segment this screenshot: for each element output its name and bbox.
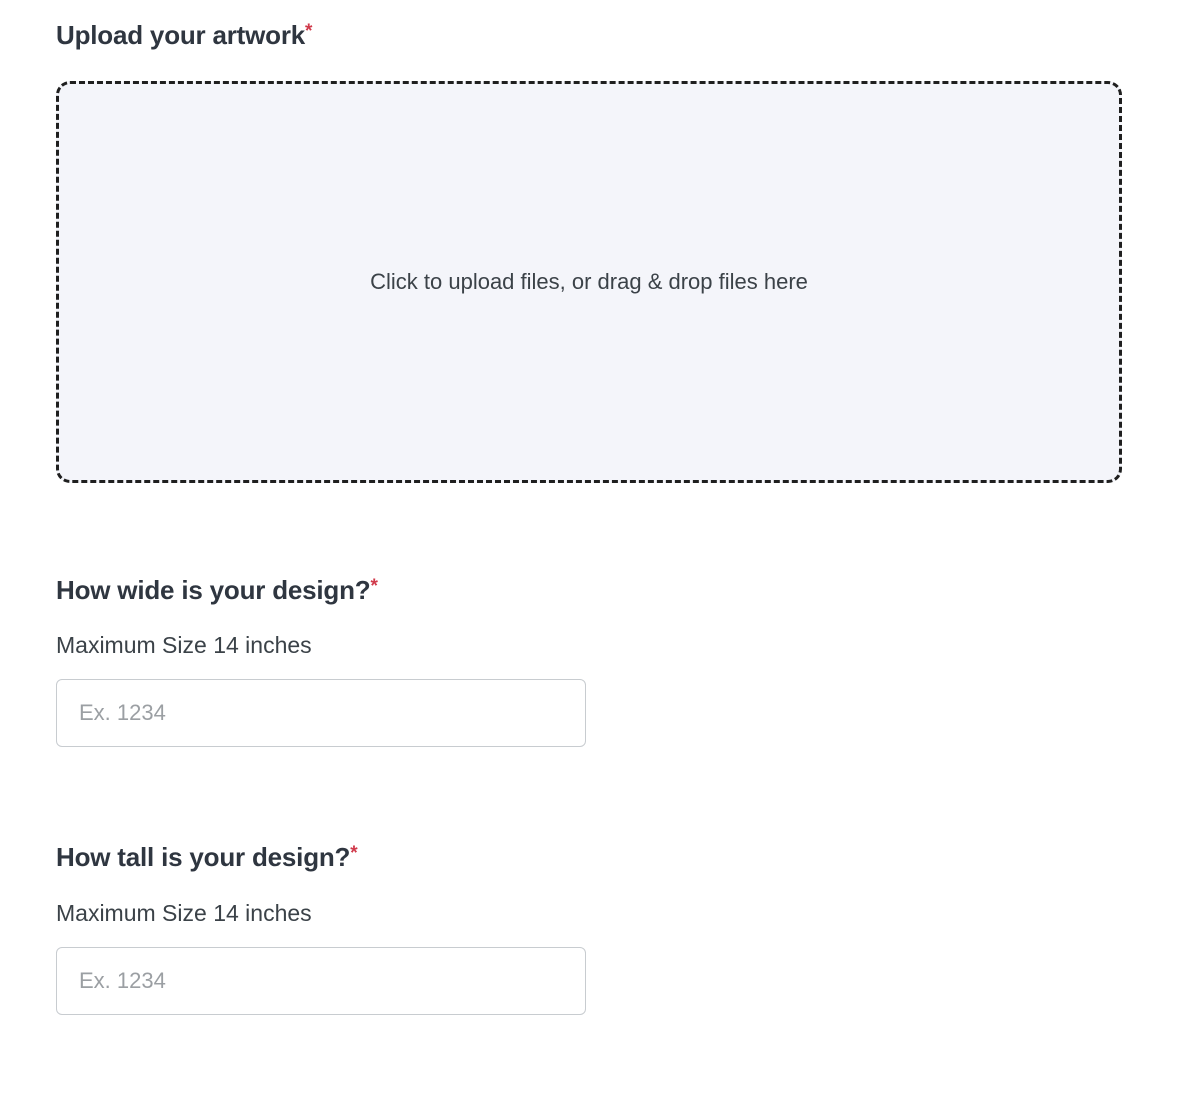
file-dropzone[interactable] [56,81,1122,483]
file-dropzone-instruction: Click to upload files, or drag & drop files here [370,269,808,295]
required-asterisk: * [370,576,378,598]
required-asterisk: * [350,843,358,865]
design-height-input[interactable] [56,947,586,1015]
design-width-label-text: How wide is your design? [56,575,371,606]
section-spacer [56,747,1122,842]
upload-artwork-label-text: Upload your artwork [56,20,306,50]
upload-artwork-label [56,20,1122,51]
section-spacer [56,483,1122,575]
upload-artwork-field [56,20,1122,483]
design-height-label [56,842,1122,873]
design-height-field [56,842,1122,1014]
design-height-label-text: How tall is your design? [56,842,351,873]
design-width-label [56,575,1122,606]
design-height-helper-text: Maximum Size 14 inches [56,899,312,926]
design-width-field [56,575,1122,747]
required-asterisk: * [305,21,313,42]
design-width-input[interactable] [56,679,586,747]
design-width-helper-text: Maximum Size 14 inches [56,632,312,659]
